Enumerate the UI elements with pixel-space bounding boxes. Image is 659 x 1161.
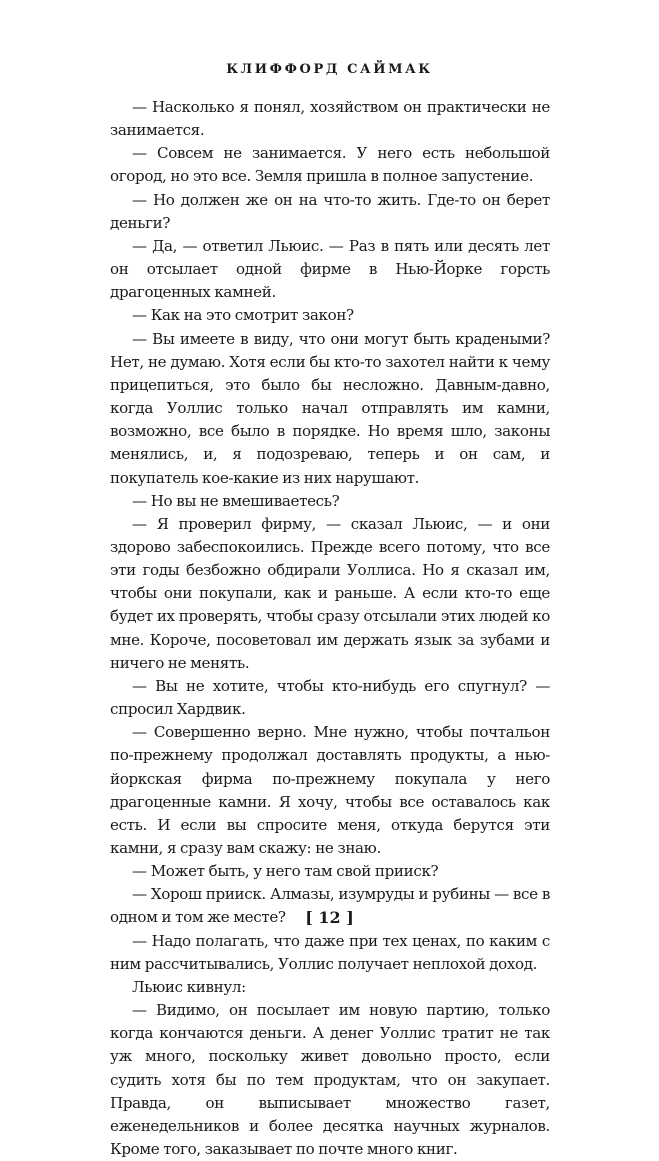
page-body xyxy=(110,96,550,1161)
paragraph: — Я проверил фирму, — сказал Льюис, — и они здорово забеспокоились. Прежде всего потому, что все эти годы безбожно обдирали Уоллиса. Но я сказал им, чтобы они покупали, как и раньше. А если кто-то еще будет их проверять, чтобы сразу отсылали этих людей ко мне. Короче, посоветовал им держать язык за зубами и ничего не менять. xyxy=(110,514,550,672)
paragraph: — Насколько я понял, хозяйством он практически не занимается. xyxy=(110,98,550,140)
paragraph: — Совсем не занимается. У него есть небольшой огород, но это все. Земля пришла в полное запустение. xyxy=(110,144,550,186)
paragraph: — Вы имеете в виду, что они могут быть крадеными? Нет, не думаю. Хотя если бы кто-то захотел найти к чему прицепиться, это было бы несложно. Давным-давно, когда Уоллис только начал отправлять им камни, возможно, все было в порядке. Но время шло, законы менялись, и, я подозреваю, теперь и он сам, и покупатель кое-какие из них нарушают. xyxy=(110,329,550,487)
paragraph: — Да, — ответил Льюис. — Раз в пять или десять лет он отсылает одной фирме в Нью-Йорке горсть драгоценных камней. xyxy=(110,236,550,302)
paragraph: — Но должен же он на что-то жить. Где-то он берет деньги? xyxy=(110,190,550,232)
paragraph: — Вы не хотите, чтобы кто-нибудь его спугнул? — спросил Хардвик. xyxy=(110,676,550,719)
paragraph: — Но вы не вмешиваетесь? xyxy=(132,491,340,510)
paragraph: — Хорош прииск. Алмазы, изумруды и рубины — все в одном и том же месте? xyxy=(110,885,550,927)
paragraph: Льюис кивнул: xyxy=(132,977,246,996)
running-header: КЛИФФОРД САЙМАК xyxy=(226,62,433,77)
paragraph: — Совершенно верно. Мне нужно, чтобы почтальон по-прежнему продолжал доставлять продукты, а нью-йоркская фирма по-прежнему покупала у него драгоценные камни. Я хочу, чтобы все оставалось как есть. И если вы спросите меня, откуда берутся эти камни, я сразу вам скажу: не знаю. xyxy=(110,723,550,857)
paragraph: — Может быть, у него там свой прииск? xyxy=(132,862,439,881)
paragraph: — Видимо, он посылает им новую партию, только когда кончаются деньги. А денег Уоллис тратит не так уж много, поскольку живет довольно просто, если судить хотя бы по тем продуктам, что он закупает. Правда, он выписывает множество газет, еженедельников и более десятка научных журналов. Кроме того, заказывает по почте много книг. xyxy=(110,1001,550,1159)
page-number: [ 12 ] xyxy=(305,908,354,927)
paragraph: — Как на это смотрит закон? xyxy=(132,306,354,325)
paragraph: — Надо полагать, что даже при тех ценах, по каким с ним рассчитывались, Уоллис получает неплохой доход. xyxy=(110,931,550,973)
